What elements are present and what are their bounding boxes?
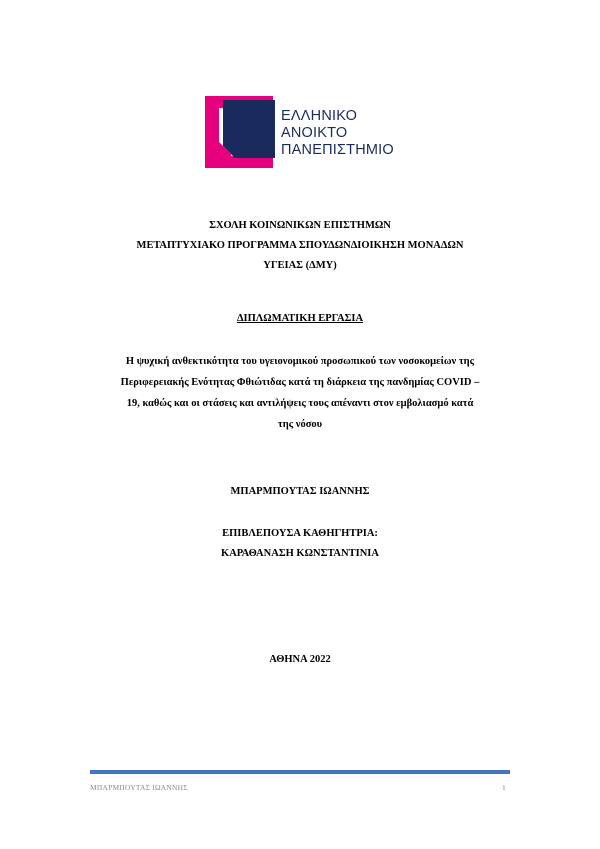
supervisor-label: ΕΠΙΒΛΕΠΟΥΣΑ ΚΑΘΗΓΗΤΡΙΑ: [222, 528, 378, 539]
title-line-1: Η ψυχική ανθεκτικότητα του υγειονομικού προσωπικού των νοσοκομείων της [125, 356, 475, 367]
title-line-4: της νόσου [277, 419, 323, 430]
author-name: ΜΠΑΡΜΠΟΥΤΑΣ ΙΩΑΝΝΗΣ [230, 486, 370, 497]
logo-line-3: ΠΑΝΕΠΙΣΤΗΜΙΟ [281, 142, 394, 158]
place-year: ΑΘΗΝΑ 2022 [269, 654, 331, 665]
title-line-3: 19, καθώς και οι στάσεις και αντιλήψεις τους απέναντι στον εμβολιασμό κατά [126, 398, 474, 409]
university-logo [205, 96, 395, 168]
program-name-line-1: ΜΕΤΑΠΤΥΧΙΑΚΟ ΠΡΟΓΡΑΜΜΑ ΣΠΟΥΔΩΝΔΙΟΙΚΗΣΗ ΜΟΝΑΔΩΝ [136, 240, 464, 251]
footer-divider [90, 770, 510, 774]
logo-line-2: ΑΝΟΙΚΤΟ [281, 125, 348, 141]
thesis-label: ΔΙΠΛΩΜΑΤΙΚΗ ΕΡΓΑΣΙΑ [236, 313, 364, 324]
footer-page-number: 1 [502, 783, 506, 792]
thesis-title [60, 351, 540, 435]
supervisor-name: ΚΑΡΑΘΑΝΑΣΗ ΚΩΝΣΤΑΝΤΙΝΙΑ [221, 548, 379, 559]
logo-wordmark [281, 108, 394, 159]
program-name-line-2: ΥΓΕΙΑΣ (ΔΜΥ) [263, 260, 337, 271]
logo-emblem-icon [205, 96, 279, 168]
footer-author: ΜΠΑΡΜΠΟΥΤΑΣ ΙΩΑΝΝΗΣ [90, 783, 188, 792]
logo-line-1: ΕΛΛΗΝΙΚΟ [281, 108, 358, 124]
school-name: ΣΧΟΛΗ ΚΟΙΝΩΝΙΚΩΝ ΕΠΙΣΤΗΜΩΝ [209, 220, 391, 231]
title-line-2: Περιφερειακής Ενότητας Φθιώτιδας κατά τη διάρκεια της πανδημίας COVID – [120, 377, 480, 388]
